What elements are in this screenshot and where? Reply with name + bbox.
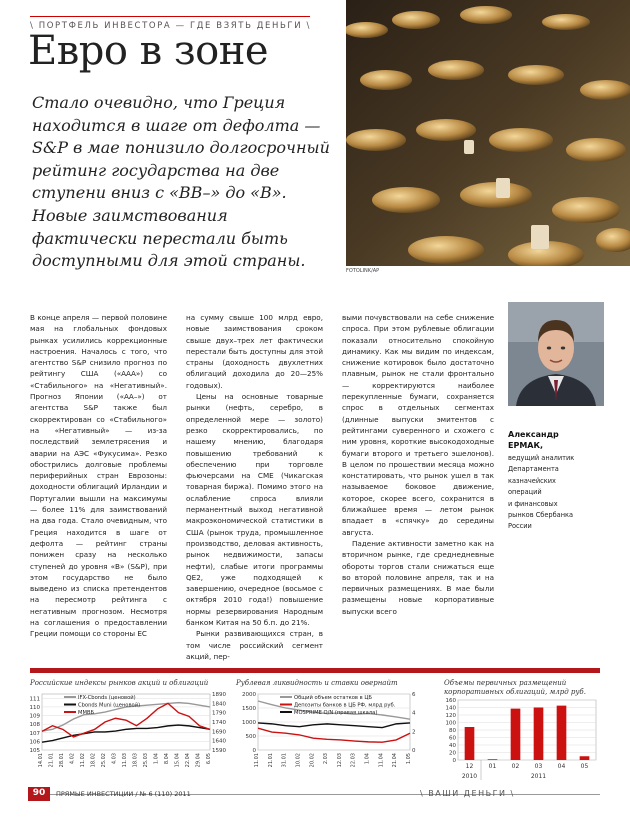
x-tick-label: 8.04 [164, 753, 170, 765]
y-tick-label-left: 0 [252, 748, 256, 754]
photo-credit: FOTOLINK/AP [346, 268, 380, 274]
bar [465, 727, 475, 760]
series-line-2 [258, 723, 410, 728]
x-tick-label: 29.04 [195, 753, 202, 768]
y-tick-label: 80 [449, 728, 456, 734]
position-line: рынков Сбербанка [508, 511, 574, 520]
y-tick-label-left: 1000 [242, 720, 256, 726]
y-tick-label-left: 111 [29, 696, 40, 703]
y-tick-label: 40 [449, 743, 456, 749]
author-position [508, 453, 618, 533]
x-tick-label: 25.02 [101, 753, 107, 768]
x-tick-label: 20.02 [309, 753, 316, 768]
x-tick-label: 11.04 [378, 753, 385, 768]
position-line: России [508, 522, 532, 531]
y-tick-label-right: 1840 [212, 701, 226, 708]
article-column-1 [30, 312, 167, 640]
y-tick-label: 160 [445, 698, 456, 704]
y-tick-label-left: 108 [29, 722, 40, 729]
y-tick-label-left: 1500 [242, 706, 256, 712]
y-tick-label-right: 1740 [212, 720, 226, 726]
position-line: и финансовых [508, 499, 558, 508]
chart-bond-placements [440, 698, 600, 784]
x-tick-label: 11.03 [122, 753, 128, 768]
author-name [508, 430, 559, 451]
y-tick-label-right: 1690 [212, 729, 226, 736]
y-tick-label: 140 [445, 705, 456, 712]
x-tick-label: 21.01 [267, 753, 274, 768]
article-column-3 [342, 312, 494, 617]
x-tick-label: 04 [557, 763, 566, 770]
y-tick-label-right: 6 [412, 692, 416, 698]
author-portrait-drawing [508, 302, 604, 406]
y-tick-label-right: 1890 [212, 692, 226, 698]
x-tick-label: 2.03 [323, 753, 330, 765]
x-tick-label: 1.05 [406, 753, 412, 765]
y-tick-label-left: 106 [29, 739, 40, 746]
y-tick-label-left: 500 [245, 734, 256, 740]
y-tick-label-right: 1790 [212, 710, 226, 717]
x-tick-label: 18.02 [90, 753, 97, 768]
article-lede: Стало очевидно, что Греция находится в шаге от дефолта — S&P в мае понизило долгосрочный рейтинг государства на две ступени вниз с «ВВ–» до «В». Новые заимствования фактически перестали быть доступными для этой страны. [32, 93, 330, 271]
legend-label: Общий объем остатков в ЦБ [294, 695, 372, 701]
position-line: ведущий аналитик [508, 454, 575, 462]
x-tick-label: 11.01 [254, 753, 260, 768]
x-tick-label: 25.03 [143, 753, 149, 768]
x-tick-label: 21.01 [48, 753, 55, 768]
paragraph: на сумму свыше 100 млрд евро, новые заимствования сроком свыше двух–трех лет фактически перестали быть доступны для этой страны (доходность двухлетних облигаций доходила до 20—25% годовых). [186, 313, 323, 390]
coins-photo [346, 0, 630, 266]
article-title: Евро в зоне [28, 28, 269, 74]
x-tick-label: 18.03 [132, 753, 139, 768]
bar [580, 756, 590, 760]
chart-stock-bond-indices [28, 690, 238, 782]
legend-label: MOSPRIME O/N (правая шкала) [294, 710, 378, 716]
chart-ruble-liquidity [236, 690, 436, 782]
y-tick-label: 60 [449, 735, 456, 742]
journal-name: ПРЯМЫЕ ИНВЕСТИЦИИ / № 6 (110) 2011 [56, 790, 191, 798]
x-tick-label: 1.04 [153, 753, 160, 765]
y-tick-label: 100 [445, 720, 456, 727]
x-tick-label: 28.01 [59, 753, 65, 768]
chart3-title: Объемы первичных размещений корпоративных облигаций, млрд руб. [444, 679, 586, 696]
x-tick-label: 11.02 [80, 753, 86, 768]
x-tick-label: 10.02 [295, 753, 302, 768]
y-tick-label-left: 107 [29, 730, 40, 737]
position-line: Департамента [508, 465, 559, 474]
x-tick-label: 22.03 [350, 753, 357, 768]
x-tick-label: 12 [465, 763, 474, 770]
position-line: казначейских [508, 476, 556, 485]
y-tick-label: 0 [452, 758, 456, 764]
y-tick-label-left: 110 [29, 704, 40, 711]
x-tick-label: 01 [488, 763, 497, 770]
legend-label: Cbonds Muni (ценовой) [78, 702, 141, 709]
rubric-label: \ ВАШИ ДЕНЬГИ \ [420, 789, 515, 798]
chart2-title: Рублевая ликвидность и ставки овернайт [236, 679, 398, 687]
x-tick-label: 4.03 [111, 753, 118, 765]
year-label: 2011 [530, 773, 547, 780]
y-tick-label-right: 2 [412, 729, 416, 736]
y-tick-label-left: 105 [29, 748, 40, 754]
y-tick-label-left: 109 [29, 713, 40, 720]
article-column-2 [186, 312, 323, 662]
paragraph: Падение активности заметно как на вторичном рынке, где среднедневные обороты торгов стали снижаться еще во второй половине апреля, так и на первичных размещениях. В мае были размещены новые корпоративные выпуски всего [342, 538, 494, 616]
coins-photo-drawing [346, 0, 630, 266]
bar [488, 759, 498, 760]
x-tick-label: 4.02 [69, 753, 76, 765]
chart1-title: Российские индексы рынков акций и облигаций [30, 679, 209, 687]
x-tick-label: 03 [534, 763, 543, 770]
y-tick-label: 120 [445, 713, 456, 719]
x-tick-label: 22.04 [185, 753, 191, 768]
y-tick-label: 20 [449, 750, 456, 757]
x-tick-label: 14.01 [38, 753, 44, 768]
y-tick-label-right: 1640 [212, 738, 226, 745]
legend-label: Депозиты банков в ЦБ РФ, млрд руб. [294, 702, 396, 709]
y-tick-label-left: 2000 [242, 692, 256, 698]
bar [511, 709, 521, 760]
paragraph: В конце апреля — первой половине мая на глобальных фондовых рынках усилились коррекционные настроения. Началось с того, что агентство S&P снизило прогноз по рейтингу США («ААА») со «Стабильного» на «Негативный». Прогноз Японии («АА–») от агентства S&P также был скорректирован со «Стабильного» на «Негативный» — из-за последствий землетрясения и аварии на АЭС «Фукусима». Резко обострились долговые проблемы периферийных стран Еврозоны: доходности облигаций Ирландии и Португалии вышли на максимумы — более 11% для заимствований на два года. Стало очевидным, что Греция находится в шаге от дефолта — рейтинг страны понижен сразу на несколько ступеней до уровня «В» (S&P), при этом государство не было выведено из списка претендентов на пересмотр рейтинга с негативным прогнозом. Несмотря на соглашения о предоставлении Греции помощи со стороны ЕС [30, 313, 167, 639]
x-tick-label: 1.04 [364, 753, 371, 765]
bar [534, 708, 544, 761]
x-tick-label: 02 [511, 763, 520, 770]
year-label: 2010 [461, 773, 478, 780]
y-tick-label-right: 4 [412, 710, 416, 717]
author-first-name: Александр [508, 430, 559, 439]
section-label: \ ПОРТФЕЛЬ ИНВЕСТОРА — ГДЕ ВЗЯТЬ ДЕНЬГИ \ [30, 21, 311, 31]
charts-accent-bar [30, 668, 600, 673]
x-tick-label: 21.04 [392, 753, 399, 768]
x-tick-label: 31.01 [281, 753, 288, 768]
legend-label: ММВБ [78, 710, 95, 716]
x-tick-label: 05 [580, 763, 589, 770]
author-photo [508, 302, 604, 406]
x-tick-label: 15.04 [174, 753, 181, 768]
bar [557, 706, 567, 760]
x-tick-label: 6.05 [206, 753, 212, 765]
paragraph: Рынки развивающихся стран, в том числе российский сегмент акций, пер- [186, 629, 323, 661]
legend-label: IFX-Cbonds (ценовой) [78, 695, 136, 701]
y-tick-label-right: 0 [412, 748, 416, 754]
x-tick-label: 12.03 [336, 753, 343, 768]
series-line-1 [258, 728, 410, 742]
author-last-name: ЕРМАК, [508, 440, 544, 450]
series-line-1 [42, 725, 210, 742]
header-rule [30, 16, 310, 17]
page-number: 90 [32, 788, 46, 798]
y-tick-label-right: 1590 [212, 748, 226, 754]
paragraph: Цены на основные товарные рынки (нефть, серебро, в определенной мере — золото) резко скорректировались, по нашему мнению, благодаря повышению требований к обеспечению при торговле фьючерсами на CME (Чикагская товарная биржа). Помимо этого на ослабление спроса влияли перманентный выход негативной макроэкономической статистики в США (рынок труда, промышленное производство, деловая активность, рынок недвижимости, запасы нефти), слабые итоги программы QE2, уже подходящей к завершению, очередное (восьмое с октября 2010 года!) повышение нормы резервирования Народным банком Китая на 50 б.п. до 21%. [186, 392, 323, 628]
paragraph: выми почувствовали на себе снижение спроса. При этом рублевые облигации показали относительно спокойную динамику. Как мы видим по индексам, снижение котировок было достаточно плавным, рынок не стали фронтально — корректируются наиболее перекупленные бумаги, сохраняется спрос в отдельных сегментах (длинные выпуски эмитентов с рейтингами суверенного и схожего с ним уровня, короткие высокодоходные бумаги второго и третьего эшелонов). В целом по прошествии месяца можно констатировать, что рынок ушел в так называемое боковое движение, которое, скорее всего, сохранится в ближайшее время — летом рынок впадает в «спячку» до середины августа. [342, 313, 494, 537]
position-line: операций [508, 488, 542, 497]
